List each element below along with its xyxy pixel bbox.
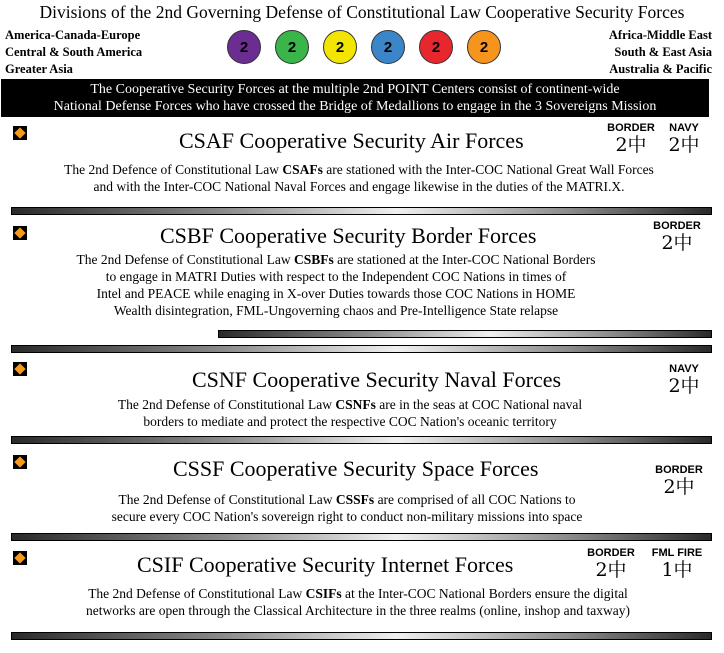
badge-label: BORDER (655, 464, 703, 476)
body-text: are stationed at the Inter-COC National Borders (333, 252, 596, 267)
body-text: borders to mediate and protect the respective COC Nation's oceanic territory (143, 414, 557, 429)
region-label: South & East Asia (614, 45, 712, 59)
csnf-navy-badge (660, 363, 708, 397)
csif-description (0, 585, 716, 619)
body-highlight: CSNFs (335, 397, 376, 412)
region-label: Central & South America (5, 45, 143, 59)
body-highlight: CSBFs (293, 252, 334, 267)
badge-value: 2中 (595, 559, 627, 581)
diamond-bullet-icon (13, 362, 27, 376)
region-label: Australia & Pacific (609, 62, 712, 76)
cssf-title: CSSF Cooperative Security Space Forces (173, 456, 539, 481)
banner-line: The Cooperative Security Forces at the multiple 2nd POINT Centers consist of continent-wide (90, 82, 620, 97)
badge-value: 2中 (668, 375, 700, 397)
csif-fml-fire-badge (643, 547, 711, 581)
body-text: The 2nd Defense of Constitutional Law (118, 492, 336, 507)
body-text: The 2nd Defense of Constitutional Law (117, 397, 336, 412)
diamond-bullet-icon (13, 551, 27, 565)
section-divider (11, 533, 712, 541)
body-text: at the Inter-COC National Borders ensure the digital (341, 586, 628, 601)
cssf-description (20, 491, 674, 525)
section-divider (11, 345, 712, 353)
body-text: Wealth disintegration, FML-Ungoverning chaos and Pre-Intelligence State relapse (113, 303, 559, 318)
region-label: Greater Asia (5, 62, 73, 76)
page-title: Divisions of the 2nd Governing Defense of Constitutional Law Cooperative Security Forces (39, 2, 685, 22)
badge-value: 2中 (615, 134, 647, 156)
banner-line: National Defense Forces who have crossed the Bridge of Medallions to engage in the 3 Sovereigns Mission (53, 99, 657, 114)
body-text: The 2nd Defence of Constitutional Law (64, 162, 283, 177)
section-divider (11, 632, 712, 640)
csnf-title: CSNF Cooperative Security Naval Forces (192, 367, 562, 392)
medallion-circle: 2 (371, 30, 405, 64)
csbf-title: CSBF Cooperative Security Border Forces (160, 223, 537, 248)
medallion-circle: 2 (419, 30, 453, 64)
section-divider (11, 436, 712, 444)
csaf-description (0, 161, 718, 195)
section-divider (11, 207, 712, 215)
body-text: Intel and PEACE while enaging in X-over Duties towards those COC Nations in HOME (96, 286, 576, 301)
body-text: and with the Inter-COC National Naval Forces and engage likewise in the duties of the MATRI.X. (93, 179, 625, 194)
badge-value: 2中 (668, 134, 700, 156)
csaf-title: CSAF Cooperative Security Air Forces (179, 128, 524, 153)
badge-value: 2中 (661, 232, 693, 254)
csaf-border-badge (605, 122, 657, 156)
body-highlight: CSSFs (335, 492, 375, 507)
regions-right (609, 27, 712, 78)
badge-label: NAVY (669, 122, 699, 134)
csaf-navy-badge (661, 122, 707, 156)
diamond-bullet-icon (13, 126, 27, 140)
badge-value: 2中 (663, 476, 695, 498)
body-text: are stationed with the Inter-COC National Great Wall Forces (322, 162, 654, 177)
badge-label: BORDER (653, 220, 701, 232)
region-label: America-Canada-Europe (5, 28, 141, 42)
medallion-circle: 2 (275, 30, 309, 64)
body-text: The 2nd Defense of Constitutional Law (76, 252, 294, 267)
csnf-description (40, 396, 660, 430)
csif-title: CSIF Cooperative Security Internet Forces (137, 552, 514, 577)
body-text: networks are open through the Classical Architecture in the three realms (online, inshop and taxway) (86, 603, 630, 618)
mission-banner (1, 79, 709, 117)
body-highlight: CSAFs (282, 162, 323, 177)
section-divider (218, 330, 712, 338)
badge-value: 1中 (661, 559, 693, 581)
medallion-circle: 2 (467, 30, 501, 64)
diamond-bullet-icon (13, 455, 27, 469)
body-text: to engage in MATRI Duties with respect to the Independent COC Nations in times of (105, 269, 567, 284)
body-text: The 2nd Defense of Constitutional Law (88, 586, 306, 601)
medallion-circle: 2 (323, 30, 357, 64)
body-text: are in the seas at COC National naval (375, 397, 583, 412)
body-highlight: CSIFs (305, 586, 342, 601)
badge-label: BORDER (607, 122, 655, 134)
body-text: are comprised of all COC Nations to (374, 492, 576, 507)
badge-label: FML FIRE (651, 547, 703, 559)
regions-left (5, 27, 142, 78)
csif-border-badge (583, 547, 639, 581)
badge-label: BORDER (587, 547, 635, 559)
badge-label: NAVY (669, 363, 699, 375)
medallion-circle: 2 (227, 30, 261, 64)
csbf-description (20, 251, 652, 319)
body-text: secure every COC Nation's sovereign right to conduct non-military missions into space (111, 509, 583, 524)
csbf-border-badge (647, 220, 707, 254)
diamond-bullet-icon (13, 226, 27, 240)
region-label: Africa-Middle East (608, 28, 712, 42)
